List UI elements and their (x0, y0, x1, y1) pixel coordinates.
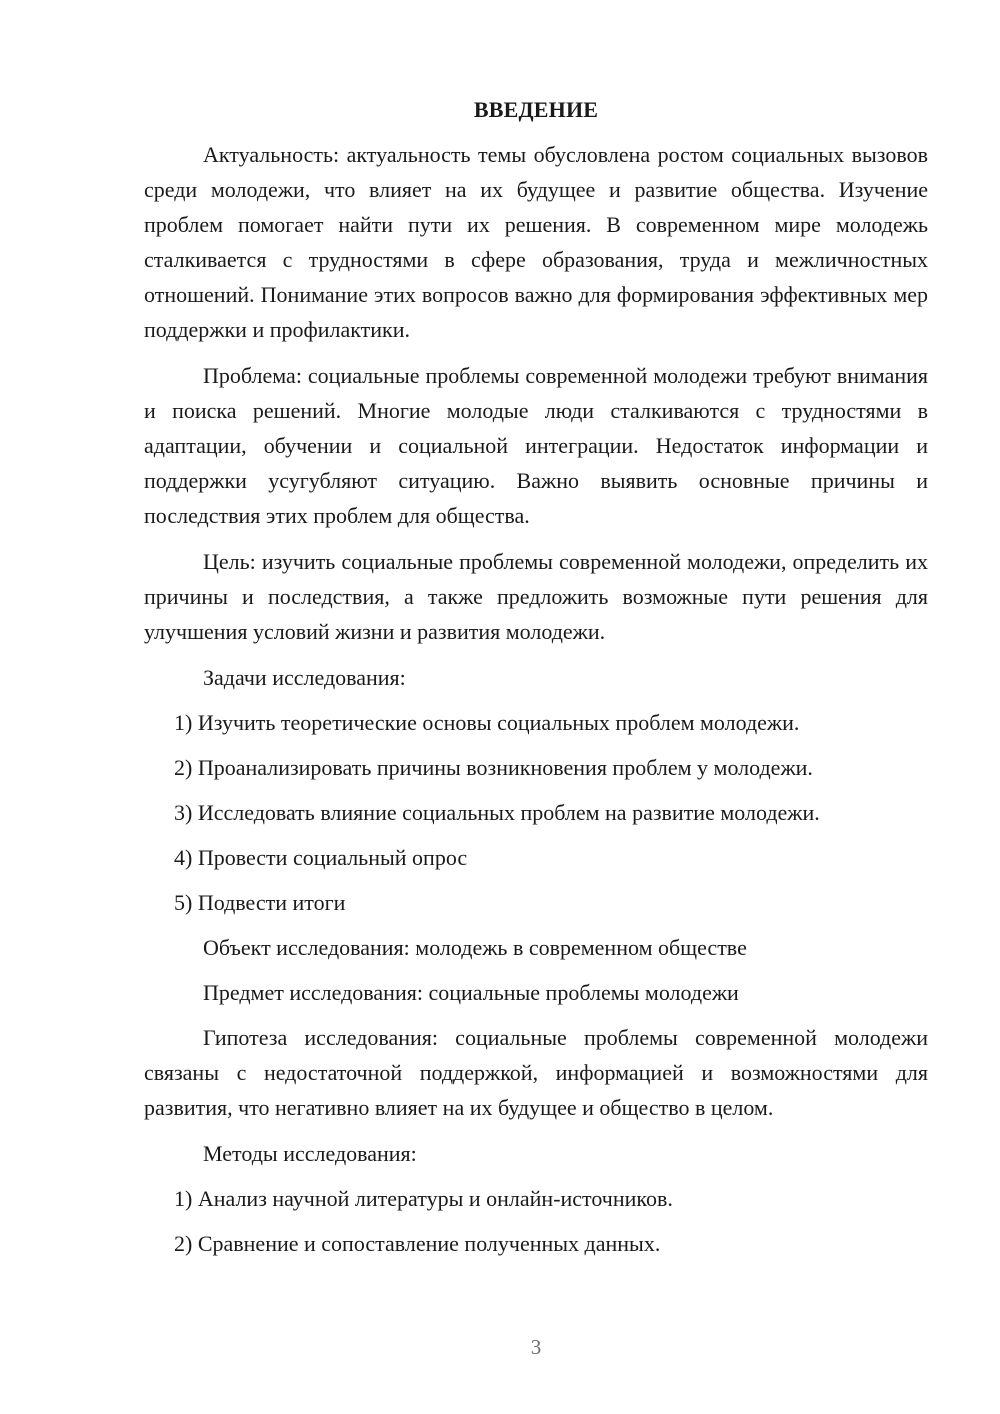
list-item: 2) Сравнение и сопоставление полученных данных. (174, 1231, 661, 1256)
page-number: 3 (530, 1335, 542, 1359)
paragraph-problem: Проблема: социальные проблемы современной молодежи требуют внимания и поиска решений. Многие молодые люди сталкиваются с трудностями в адаптации, обучении и социальной интеграции. Недостаток информации и поддержки усугубляют ситуацию. Важно выявить основные причины и последствия этих проблем для общества. (144, 363, 928, 528)
list-item: 1) Анализ научной литературы и онлайн-источников. (174, 1186, 673, 1211)
list-item: 1) Изучить теоретические основы социальных проблем молодежи. (174, 710, 800, 735)
research-object: Объект исследования: молодежь в современном обществе (203, 935, 747, 960)
research-subject: Предмет исследования: социальные проблемы молодежи (203, 980, 739, 1005)
methods-list (144, 1181, 928, 1261)
tasks-list (144, 705, 928, 920)
section-heading: ВВЕДЕНИЕ (473, 97, 599, 122)
paragraph-hypothesis: Гипотеза исследования: социальные проблемы современной молодежи связаны с недостаточной поддержкой, информацией и возможностями для развития, что негативно влияет на их будущее и общество в целом. (144, 1025, 928, 1120)
list-item: 2) Проанализировать причины возникновения проблем у молодежи. (174, 755, 813, 780)
page-content (144, 92, 928, 1271)
tasks-title: Задачи исследования: (203, 665, 406, 690)
list-item: 3) Исследовать влияние социальных проблем на развитие молодежи. (174, 800, 820, 825)
paragraph-goal: Цель: изучить социальные проблемы современной молодежи, определить их причины и последствия, а также предложить возможные пути решения для улучшения условий жизни и развития молодежи. (144, 549, 928, 644)
paragraph-relevance: Актуальность: актуальность темы обусловлена ростом социальных вызовов среди молодежи, что влияет на их будущее и развитие общества. Изучение проблем помогает найти пути их решения. В современном мире молодежь сталкивается с трудностями в сфере образования, труда и межличностных отношений. Понимание этих вопросов важно для формирования эффективных мер поддержки и профилактики. (144, 142, 928, 342)
methods-title: Методы исследования: (203, 1141, 417, 1166)
list-item: 4) Провести социальный опрос (174, 845, 468, 870)
list-item: 5) Подвести итоги (174, 890, 346, 915)
